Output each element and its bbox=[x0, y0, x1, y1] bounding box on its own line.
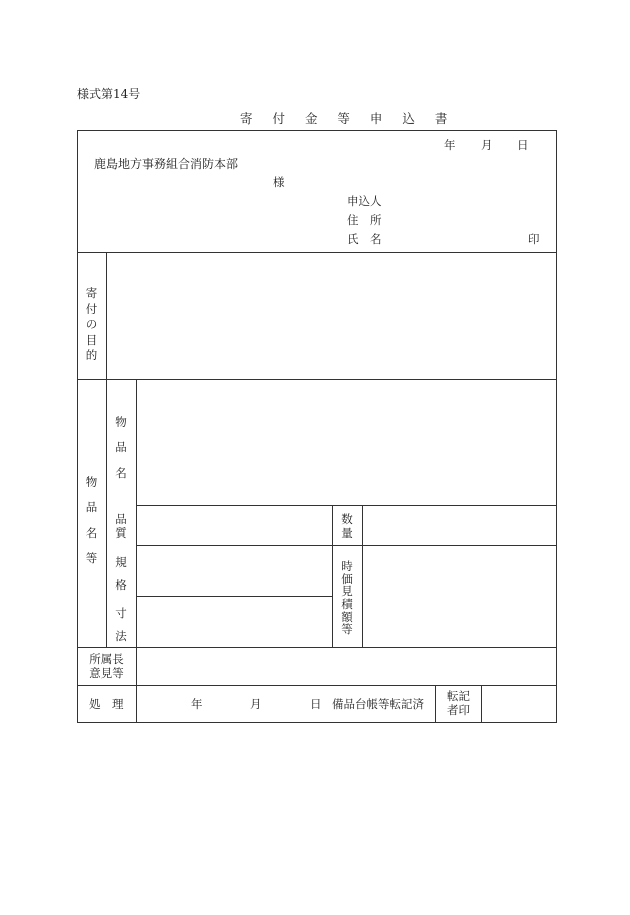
form-number: 様式第14号 bbox=[77, 87, 141, 101]
date-day-label: 日 bbox=[517, 138, 529, 152]
page-title: 寄 付 金 等 申 込 書 bbox=[240, 111, 456, 126]
item-name-label: 物 品 名 bbox=[115, 415, 127, 480]
purpose-label: 寄 付 の 目 的 bbox=[85, 286, 98, 363]
addressee: 鹿島地方事務組合消防本部 bbox=[94, 157, 239, 171]
address-label: 住 所 bbox=[347, 213, 382, 227]
processing-month-label: 月 bbox=[250, 697, 262, 711]
seal-mark: 印 bbox=[528, 232, 540, 246]
opinion-label: 所属長 意見等 bbox=[89, 652, 124, 681]
dimension-label: 寸 法 bbox=[115, 606, 127, 643]
items-section-label: 物 品 名 等 bbox=[85, 475, 98, 565]
name-label: 氏 名 bbox=[347, 232, 382, 246]
applicant-label: 申込人 bbox=[347, 194, 382, 208]
processing-year-label: 年 bbox=[191, 697, 203, 711]
ledger-recorded-label: 備品台帳等転記済 bbox=[332, 697, 424, 711]
form-grid-lines bbox=[77, 130, 557, 723]
quality-label: 品 質 bbox=[115, 512, 127, 540]
spec-label: 規 格 bbox=[115, 555, 127, 592]
processing-label: 処 理 bbox=[89, 697, 124, 711]
date-month-label: 月 bbox=[481, 138, 493, 152]
honorific: 様 bbox=[273, 175, 285, 189]
quantity-label: 数 量 bbox=[341, 512, 353, 540]
date-year-label: 年 bbox=[444, 138, 456, 152]
estimated-value-label: 時 価 見 積 額 等 bbox=[341, 559, 353, 637]
application-form-table bbox=[77, 130, 557, 723]
recorder-seal-label: 転記 者印 bbox=[447, 689, 470, 718]
processing-day-label: 日 bbox=[310, 697, 322, 711]
